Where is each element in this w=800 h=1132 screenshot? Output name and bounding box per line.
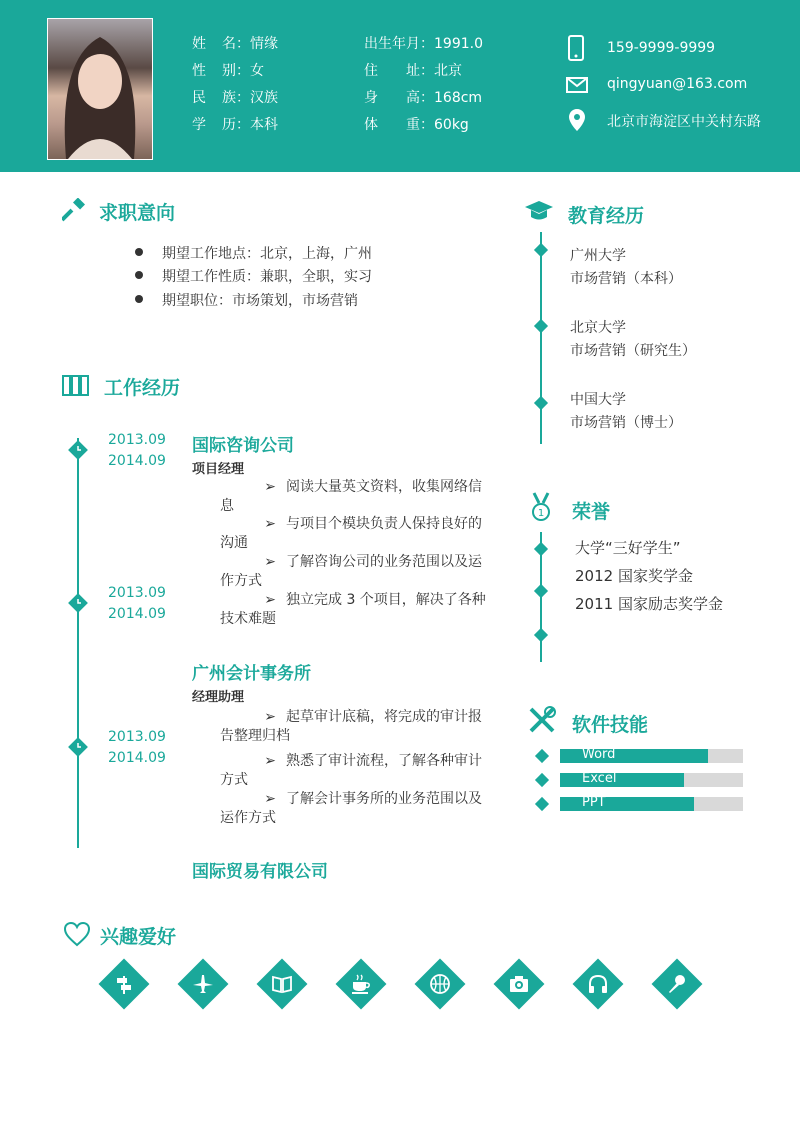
book-icon — [256, 958, 308, 1010]
contact-email: qingyuan@163.com — [607, 76, 748, 92]
airplane-icon — [177, 958, 229, 1010]
basketball-icon — [414, 958, 466, 1010]
skill-bar-fill — [560, 797, 694, 811]
duty-item: ➢ 阅读大量英文资料，收集网络信息 — [220, 479, 482, 514]
job-role: 项目经理 — [192, 462, 245, 477]
info-education: 学 历：本科 — [192, 117, 278, 133]
info-gender: 性 别：女 — [192, 63, 264, 79]
skill-bar — [560, 773, 743, 787]
skill-name: PPT — [582, 795, 606, 810]
work-date: 2013.09 2014.09 — [108, 432, 166, 469]
skill-diamond — [535, 773, 549, 787]
company-name: 国际贸易有限公司 — [192, 862, 328, 882]
medal-icon — [530, 492, 552, 526]
contact-address: 北京市海淀区中关村东路 — [607, 114, 761, 130]
school-major: 市场营销（研究生） — [570, 343, 696, 359]
company-name: 广州会计事务所 — [192, 664, 311, 684]
location-icon — [568, 108, 586, 136]
skill-bar — [560, 797, 743, 811]
tools-icon — [528, 706, 556, 738]
skill-diamond — [535, 797, 549, 811]
info-height: 身 高：168cm — [364, 90, 483, 106]
microphone-icon — [651, 958, 703, 1010]
section-title-hobbies: 兴趣爱好 — [100, 926, 177, 948]
school-major: 市场营销（本科） — [570, 271, 682, 287]
section-title-education: 教育经历 — [568, 205, 645, 227]
duty-item: ➢ 与项目个模块负责人保持良好的沟通 — [220, 516, 482, 551]
school-name: 广州大学 — [570, 248, 626, 264]
company-name: 国际咨询公司 — [192, 436, 294, 456]
email-icon — [566, 77, 588, 97]
skill-bar — [560, 749, 743, 763]
info-birth: 出生年月：1991.0 — [364, 36, 483, 52]
school-name: 中国大学 — [570, 392, 626, 408]
skill-name: Word — [582, 747, 616, 762]
clock-diamond-icon — [66, 438, 90, 466]
coffee-icon — [335, 958, 387, 1010]
graduation-cap-icon — [524, 200, 554, 226]
profile-photo — [47, 18, 153, 160]
skill-name: Excel — [582, 771, 617, 786]
timeline-diamond — [534, 396, 548, 410]
skill-bar-fill — [560, 773, 684, 787]
bullet — [135, 248, 143, 256]
intention-item: 期望工作地点：北京，上海，广州 — [162, 246, 372, 262]
intention-item: 期望职位：市场策划，市场营销 — [162, 293, 358, 309]
info-name: 姓 名：情缘 — [192, 36, 278, 52]
work-date: 2013.09 2014.09 — [108, 585, 166, 622]
school-major: 市场营销（博士） — [570, 415, 682, 431]
timeline-diamond — [534, 319, 548, 333]
bullet — [135, 295, 143, 303]
bullet — [135, 271, 143, 279]
info-address: 住 址：北京 — [364, 63, 462, 79]
phone-icon — [568, 35, 584, 65]
honor-item: 2012 国家奖学金 — [575, 567, 693, 585]
info-weight: 体 重：60kg — [364, 117, 469, 133]
work-date: 2013.09 2014.09 — [108, 729, 166, 766]
intention-item: 期望工作性质：兼职，全职，实习 — [162, 269, 372, 285]
binders-icon — [62, 374, 90, 400]
camera-icon — [493, 958, 545, 1010]
honor-item: 2011 国家励志奖学金 — [575, 595, 723, 613]
duty-item: ➢ 了解咨询公司的业务范围以及运作方式 — [220, 554, 482, 589]
info-ethnicity: 民 族：汉族 — [192, 90, 278, 106]
timeline-diamond — [534, 628, 548, 642]
timeline-diamond — [534, 584, 548, 598]
job-role: 经理助理 — [192, 690, 245, 705]
honor-item: 大学“三好学生” — [575, 539, 681, 557]
headphones-icon — [572, 958, 624, 1010]
section-title-skills: 软件技能 — [572, 714, 649, 736]
signpost-icon — [98, 958, 150, 1010]
timeline-diamond — [534, 243, 548, 257]
skill-diamond — [535, 749, 549, 763]
duty-item: ➢ 起草审计底稿，将完成的审计报告整理归档 — [220, 709, 482, 744]
clock-diamond-icon — [66, 735, 90, 763]
hammer-icon — [62, 198, 86, 226]
duty-item: ➢ 独立完成 3 个项目，解决了各种技术难题 — [220, 592, 486, 627]
svg-text:1: 1 — [537, 508, 545, 519]
work-timeline — [77, 438, 79, 848]
duty-item: ➢ 了解会计事务所的业务范围以及运作方式 — [220, 791, 482, 826]
education-timeline — [540, 232, 542, 444]
school-name: 北京大学 — [570, 320, 626, 336]
clock-diamond-icon — [66, 591, 90, 619]
heart-icon — [63, 921, 91, 951]
section-title-intention: 求职意向 — [99, 202, 176, 224]
timeline-diamond — [534, 542, 548, 556]
contact-phone: 159-9999-9999 — [607, 40, 716, 56]
section-title-work: 工作经历 — [104, 377, 181, 399]
section-title-honors: 荣誉 — [572, 501, 611, 523]
duty-item: ➢ 熟悉了审计流程，了解各种审计方式 — [220, 753, 482, 788]
